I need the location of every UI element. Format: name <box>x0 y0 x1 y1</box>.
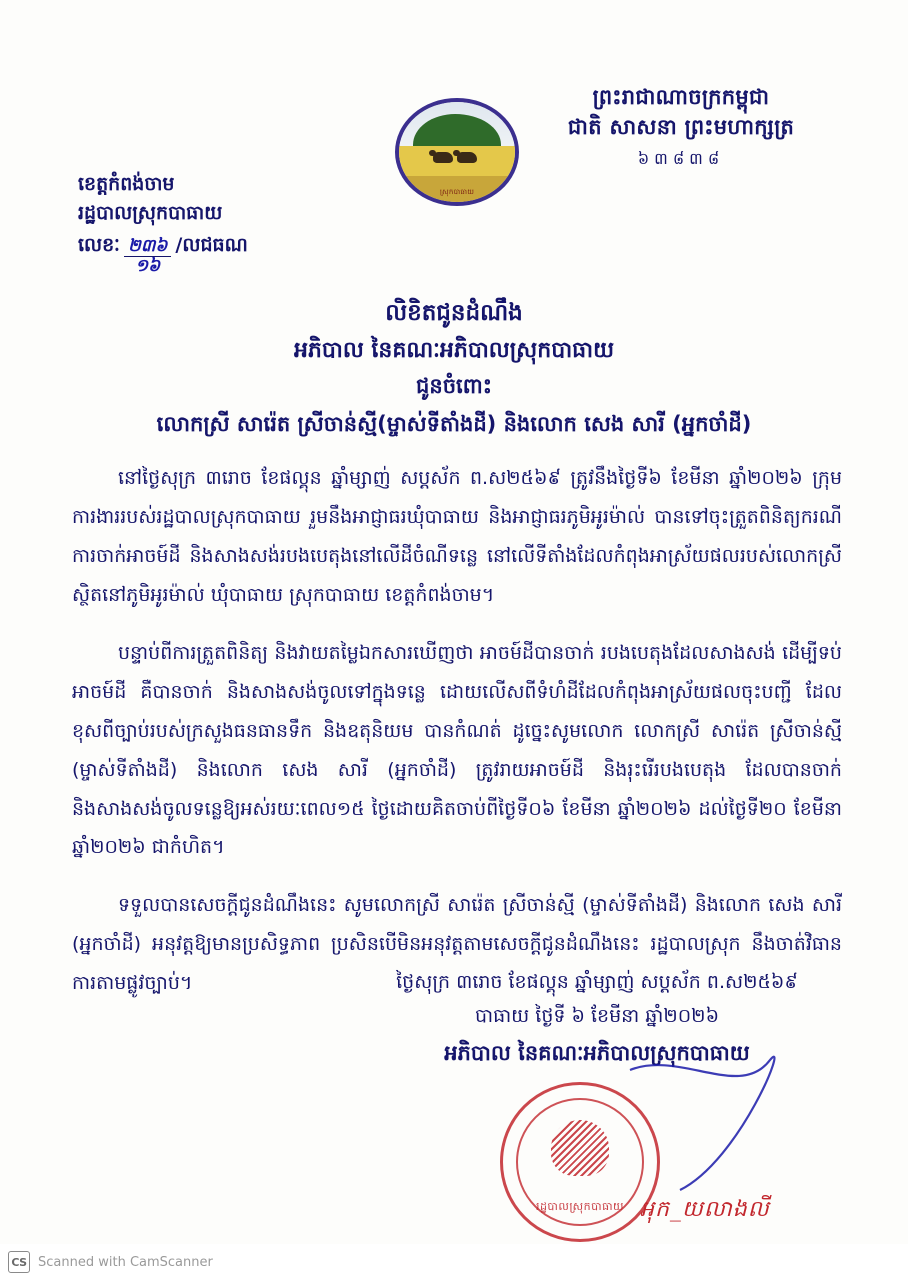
camscanner-badge-icon: CS <box>8 1251 30 1273</box>
document-header <box>0 62 908 276</box>
document-number <box>78 233 378 275</box>
document-number-label: លេខៈ <box>78 233 120 256</box>
ox-icon <box>457 152 477 163</box>
stamp-emblem-icon <box>551 1120 609 1176</box>
paragraph-3-text: ទទួលបានសេចក្តីជូនដំណឹងនេះ សូមលោកស្រី សារ៉េត ស្រីចាន់ស្មី (ម្ចាស់ទីតាំងដី) និងលោក សេង សារី (អ្នកចាំដី) អនុវត្តឱ្យមានប្រសិទ្ធភាព ប្រសិនបើមិនអនុវត្តតាមសេចក្តីជូនដំណឹងនេះ រដ្ឋបាលស្រុក នឹងចាត់វិធានការតាមផ្លូវច្បាប់។ <box>72 894 842 995</box>
signature-block <box>372 965 822 1073</box>
paragraph-2 <box>72 634 842 868</box>
camscanner-text: Scanned with CamScanner <box>38 1254 213 1270</box>
province-name: ខេត្តកំពង់ចាម <box>78 173 175 195</box>
document-number-suffix: /លជធណ <box>175 233 248 256</box>
recipient-name: លោកស្រី សារ៉េត ស្រីចាន់ស្មី(ម្ចាស់ទីតាំងដី) និងលោក សេង សារី (អ្នកចាំដី) <box>156 411 752 436</box>
document-title-block <box>0 295 908 443</box>
paragraph-1-text: នៅថ្ងៃសុក្រ ៣រោច ខែផល្គុន ឆ្នាំម្សាញ់ សប្តស័ក ព.ស២៥៦៩ ត្រូវនឹងថ្ងៃទី៦ ខែមីនា ឆ្នាំ២០២៦ ក្រុមការងាររបស់រដ្ឋបាលស្រុកបាធាយ រួមនឹងអាជ្ញាធរឃុំបាធាយ និងអាជ្ញាធរភូមិអូរម៉ាល់ បានទៅចុះត្រួតពិនិត្យករណីការចាក់អាចម៍ដី និងសាងសង់របងបេតុងនៅលើដីចំណីទន្លេ នៅលើទីតាំងដែលកំពុងអាស្រ័យផលរបស់លោកស្រី ស្ថិតនៅភូមិអូរម៉ាល់ ឃុំបាធាយ ស្រុកបាធាយ ខេត្តកំពង់ចាម។ <box>72 467 842 606</box>
signature-date-line-2: បាធាយ ថ្ងៃទី ៦ ខែមីនា ឆ្នាំ២០២៦ <box>474 1005 720 1028</box>
kingdom-decoration: ៦៣៨៣៨ <box>637 148 725 168</box>
official-stamp <box>500 1082 660 1242</box>
issuing-office <box>78 170 378 275</box>
document-body <box>72 440 842 1013</box>
page-title: លិខិតជូនដំណឹង <box>385 300 523 326</box>
addressed-to-label: ជូនចំពោះ <box>416 374 492 399</box>
district-emblem <box>395 98 519 206</box>
camscanner-watermark <box>0 1244 908 1280</box>
document-number-fraction <box>122 237 173 275</box>
handwritten-signature: អុក_យលាងលី <box>640 1197 770 1222</box>
kingdom-heading <box>516 82 846 172</box>
signature-title: អភិបាល នៃគណៈអភិបាលស្រុកបាធាយ <box>444 1041 750 1066</box>
document-subtitle: អភិបាល នៃគណៈអភិបាលស្រុកបាធាយ <box>293 337 615 363</box>
kingdom-line-2: ជាតិ សាសនា ព្រះមហាក្សត្រ <box>567 115 795 140</box>
office-name: រដ្ឋបាលស្រុកបាធាយ <box>78 202 223 225</box>
paragraph-1 <box>72 459 842 615</box>
kingdom-line-1: ព្រះរាជាណាចក្រកម្ពុជា <box>592 85 770 109</box>
paragraph-2-text: បន្ទាប់ពីការត្រួតពិនិត្យ និងវាយតម្លៃឯកសារឃើញថា អាចម៍ដីបានចាក់ របងបេតុងដែលសាងសង់ ដើម្បីទប់អាចម៍ដី គឺបានចាក់ និងសាងសង់ចូលទៅក្នុងទន្លេ ដោយលើសពីទំហំដីដែលកំពុងអាស្រ័យផលចុះបញ្ជី ដែលខុសពីច្បាប់របស់ក្រសួងធនធានទឹក និងឧតុនិយម បានកំណត់ ដូច្នេះសូមលោក លោកស្រី សារ៉េត ស្រីចាន់ស្មី (ម្ចាស់ទីតាំងដី) និងលោក សេង សារី (អ្នកចាំដី) ត្រូវរាយអាចម៍ដី និងរុះរើរបងបេតុង ដែលបានចាក់ និងសាងសង់ចូលទន្លេឱ្យអស់រយៈពេល១៥ ថ្ងៃដោយគិតចាប់ពីថ្ងៃទី០៦ ខែមីនា ឆ្នាំ២០២៦ ដល់ថ្ងៃទី២០ ខែមីនា ឆ្នាំ២០២៦ ជាកំហិត។ <box>72 641 842 859</box>
ox-icon <box>433 152 453 163</box>
signature-date-line-1: ថ្ងៃសុក្រ ៣រោច ខែផល្គុន ឆ្នាំម្សាញ់ សប្តស័ក ព.ស២៥៦៩ <box>396 971 798 993</box>
document-number-sub: ១៦ <box>135 255 161 276</box>
document-number-value: ២៣៦ <box>124 237 171 257</box>
stamp-text: រដ្ឋបាលស្រុកបាធាយ <box>535 1200 625 1213</box>
emblem-caption: ស្រុកបាធាយ <box>439 188 475 196</box>
emblem-ring <box>395 98 519 206</box>
